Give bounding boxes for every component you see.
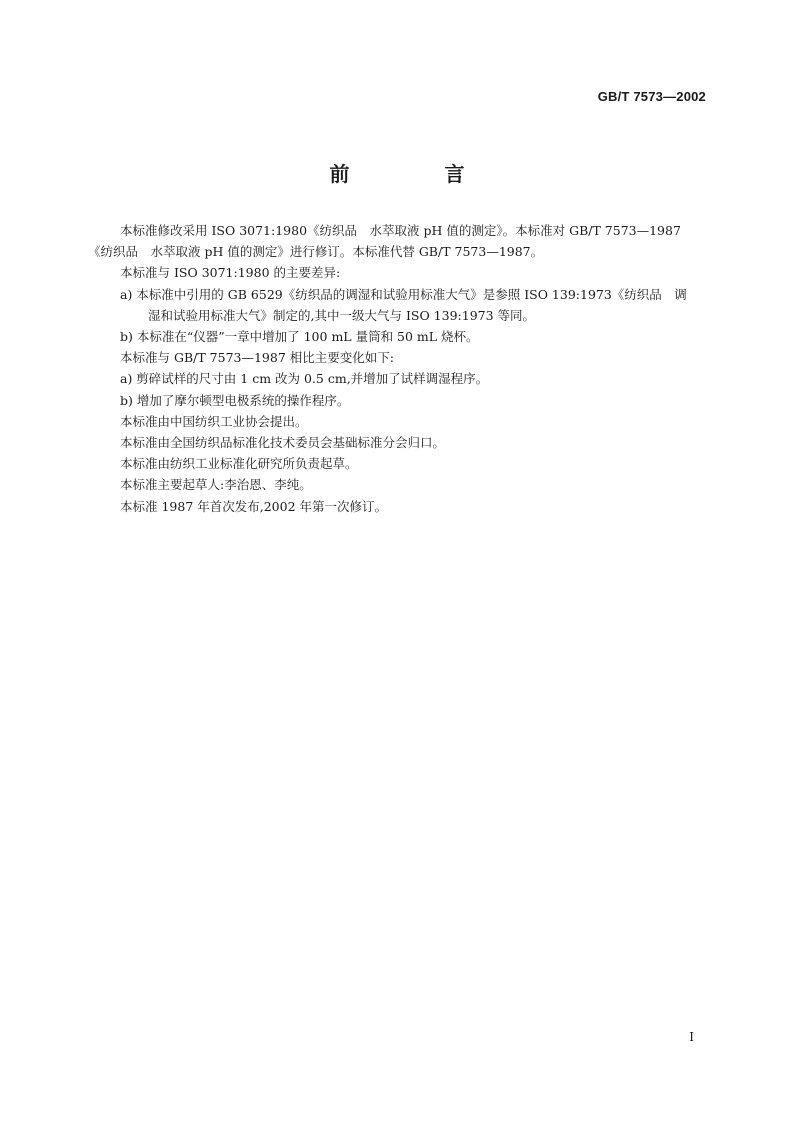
list-item-continuation: 湿和试验用标准大气》制定的,其中一级大气与 ISO 139:1973 等同。 [148,307,536,323]
standard-code: GB/T 7573—2002 [597,89,706,104]
paragraph: 本标准由中国纺织工业协会提出。 [120,413,308,429]
list-item: b) 增加了摩尔顿型电极系统的操作程序。 [120,392,350,408]
document-body [88,220,708,517]
list-item: a) 本标准中引用的 GB 6529《纺织品的调湿和试验用标准大气》是参照 ISO 139:1973《纺织品 调 [120,286,687,302]
paragraph: 本标准由纺织工业标准化研究所负责起草。 [120,456,358,472]
paragraph: 本标准主要起草人:李治恩、李纯。 [120,477,312,493]
list-item: b) 本标准在“仪器”一章中增加了 100 mL 量筒和 50 mL 烧杯。 [120,329,479,345]
paragraph: 本标准修改采用 ISO 3071:1980《纺织品 水萃取液 pH 值的测定》。本标准对 GB/T 7573—1987 [120,223,681,238]
paragraph-continuation: 《纺织品 水萃取液 pH 值的测定》进行修订。本标准代替 GB/T 7573—1987。 [88,244,544,260]
page-title: 前 言 [329,162,509,186]
paragraph: 本标准与 ISO 3071:1980 的主要差异: [120,265,341,281]
list-item: a) 剪碎试样的尺寸由 1 cm 改为 0.5 cm,并增加了试样调湿程序。 [120,371,489,387]
paragraph: 本标准 1987 年首次发布,2002 年第一次修订。 [120,498,388,514]
paragraph: 本标准由全国纺织品标准化技术委员会基础标准分会归口。 [120,435,446,451]
page-number: I [689,1030,694,1044]
paragraph: 本标准与 GB/T 7573—1987 相比主要变化如下: [120,350,394,366]
